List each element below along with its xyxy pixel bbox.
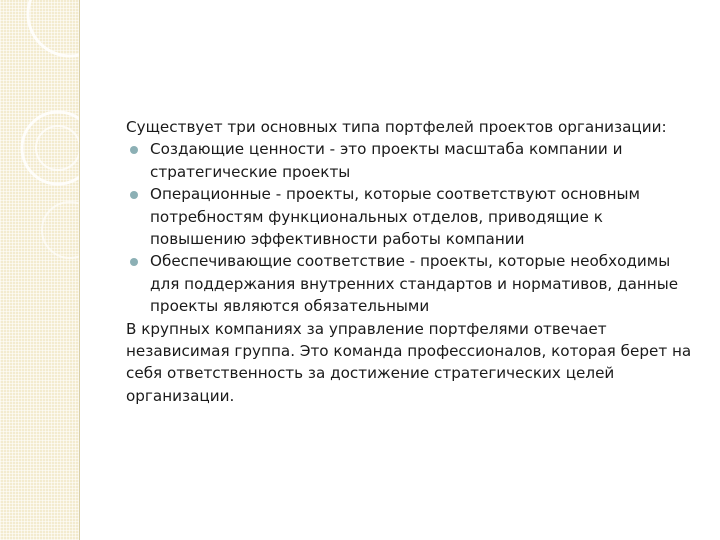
- list-item-text: Обеспечивающие соответствие - проекты, которые необходимы для поддержания внутренних стандартов и нормативов, данные проекты являются обязательными: [150, 252, 679, 316]
- intro-text: Существует три основных типа портфелей проектов организации:: [126, 118, 667, 136]
- bullet-icon: [130, 146, 138, 154]
- bullet-icon: [130, 191, 138, 199]
- decorative-sidebar: [0, 0, 80, 540]
- list-item: [126, 138, 696, 183]
- list-item-text: Создающие ценности - это проекты масштаба компании и стратегические проекты: [150, 140, 623, 181]
- portfolio-types-list: [126, 138, 696, 317]
- list-item: [126, 250, 696, 317]
- closing-text: В крупных компаниях за управление портфелями отвечает независимая группа. Это команда профессионалов, которая берет на себя ответственность за достижение стратегических целей организации.: [126, 319, 692, 405]
- list-item: [126, 183, 696, 250]
- list-item-text: Операционные - проекты, которые соответствуют основным потребностям функциональных отделов, приводящие к повышению эффективности работы компании: [150, 185, 640, 249]
- sidebar-divider: [79, 0, 80, 540]
- slide-body: [126, 116, 696, 407]
- bullet-icon: [130, 258, 138, 266]
- decorative-circles: [0, 0, 80, 300]
